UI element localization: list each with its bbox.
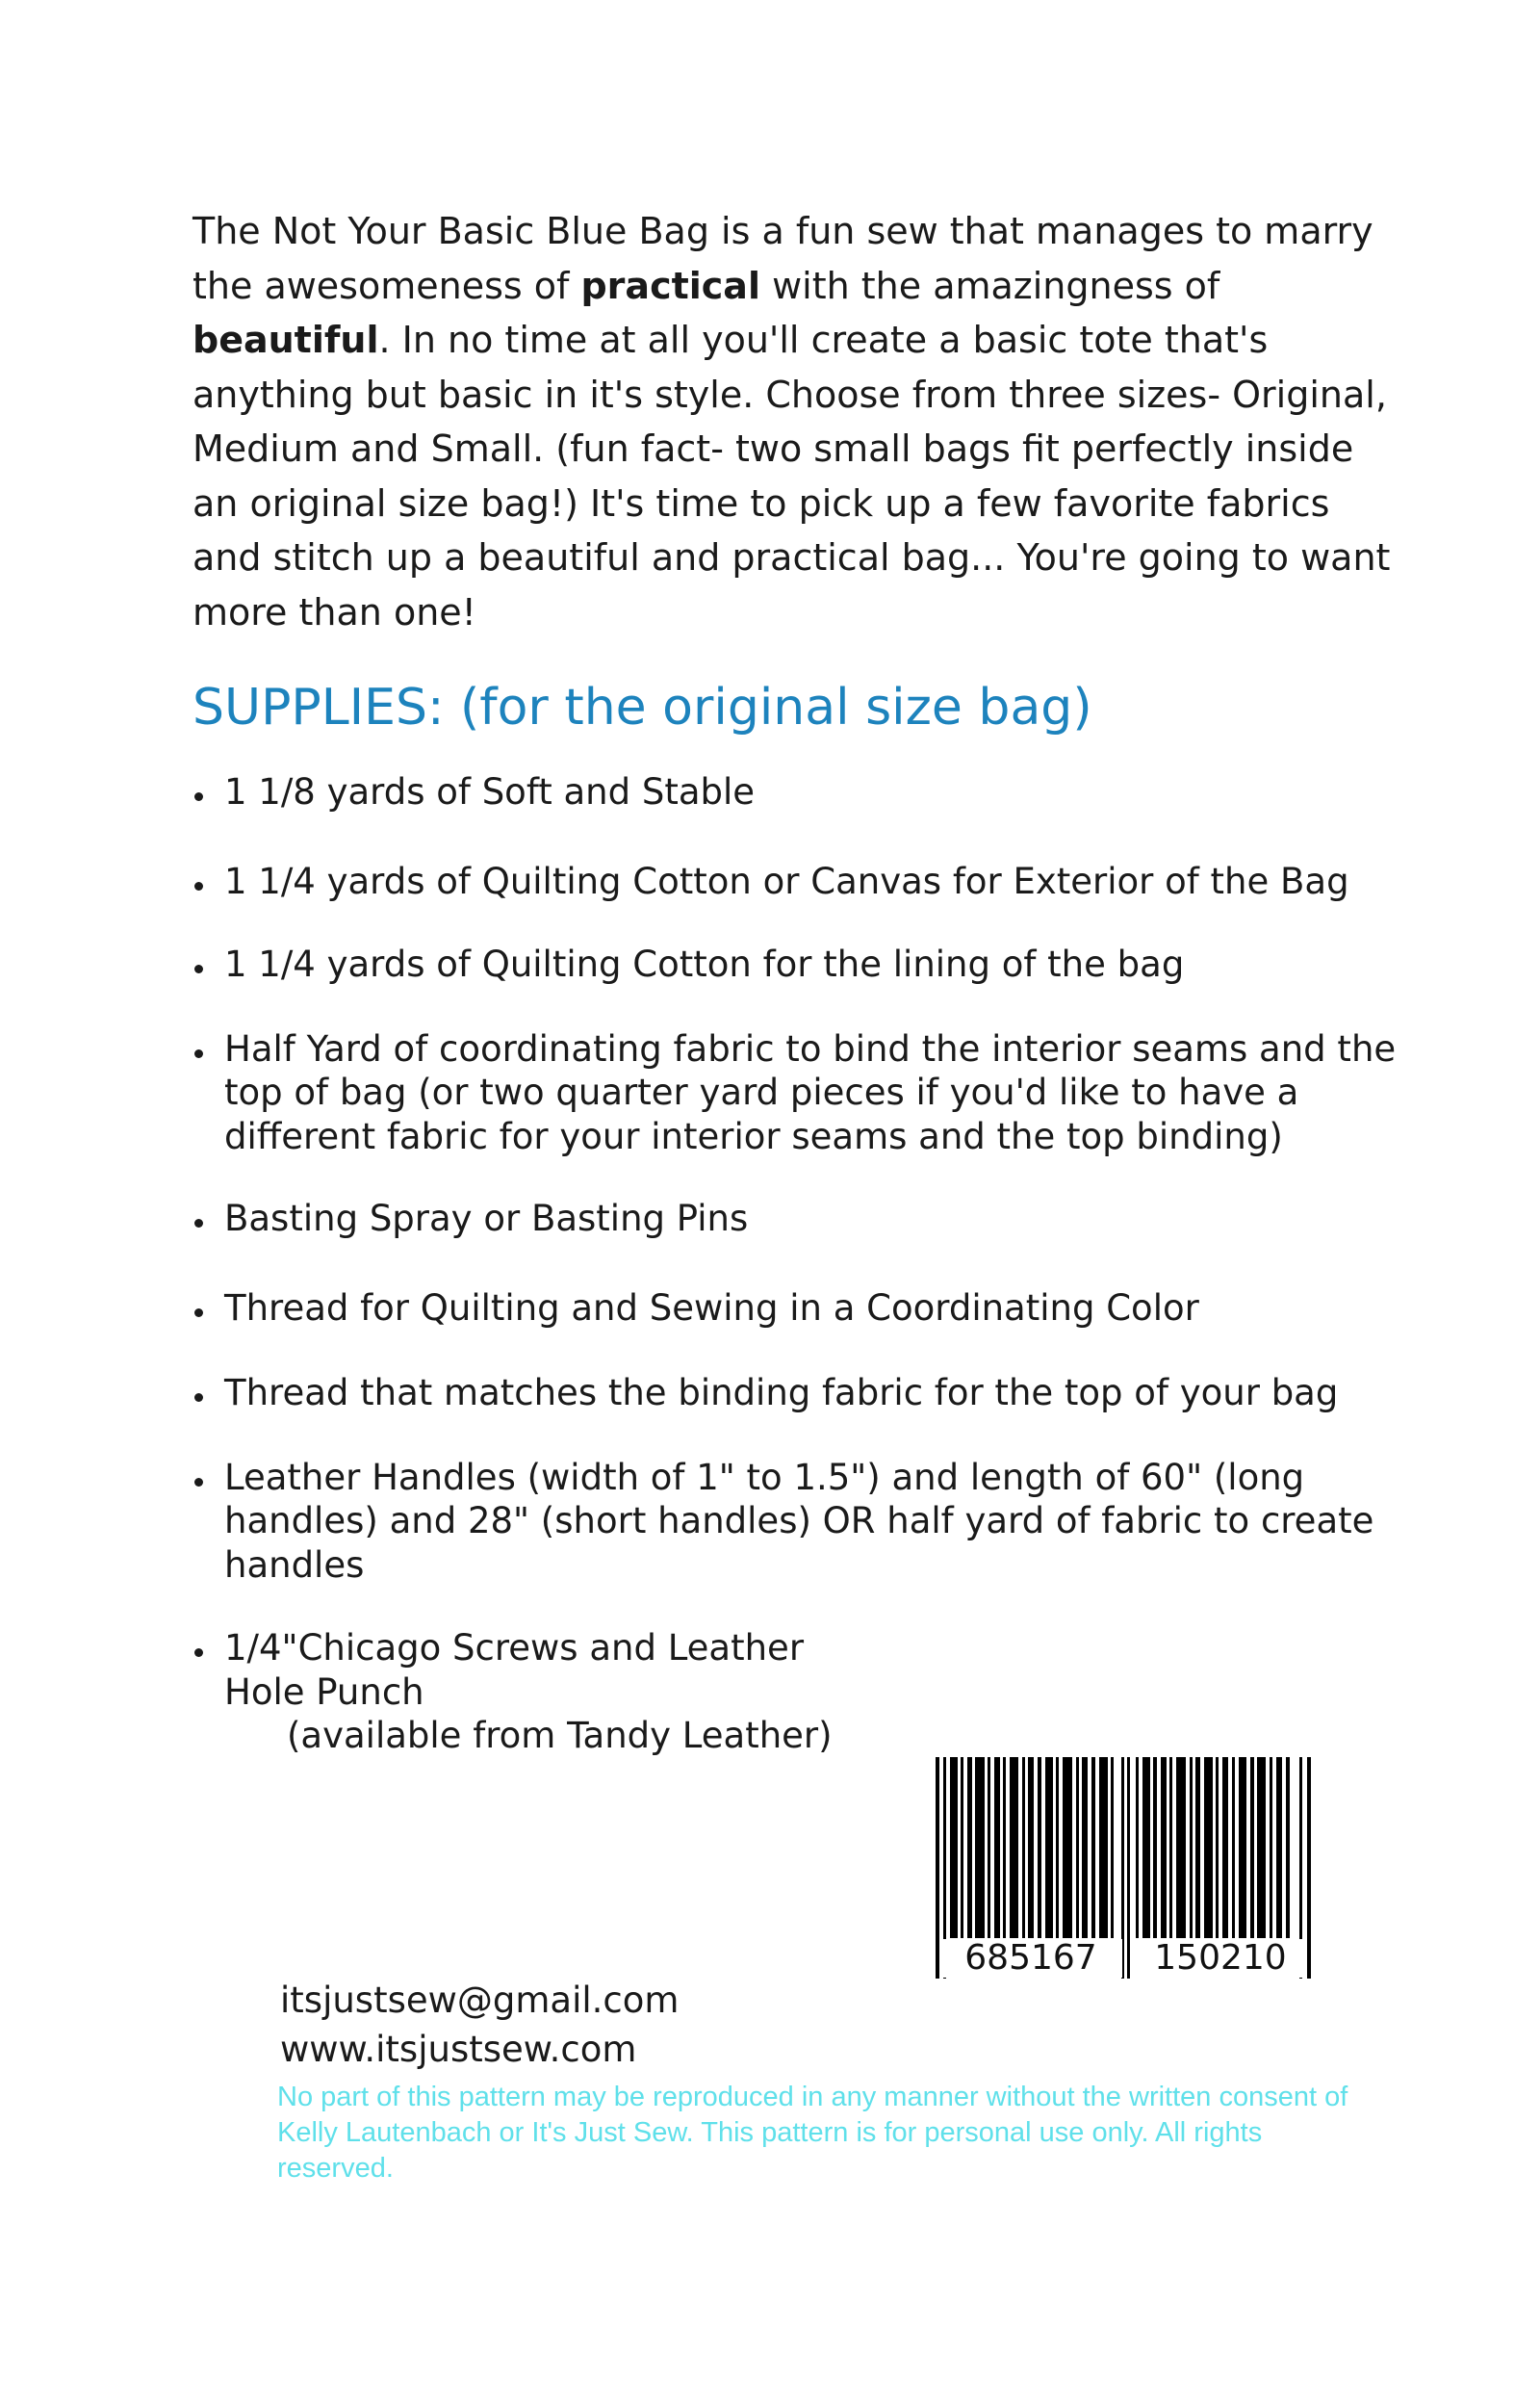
- supply-item-binding-fabric: Half Yard of coordinating fabric to bind the interior seams and the top of bag (or two quarter yard pieces if you'd like to have a different fabric for your interior seams and the top binding): [192, 1027, 1405, 1159]
- supply-item-quilting-thread: Thread for Quilting and Sewing in a Coordinating Color: [192, 1286, 1405, 1331]
- intro-paragraph: [192, 204, 1405, 639]
- contact-info: [280, 1976, 679, 2074]
- supply-item-exterior-fabric: 1 1/4 yards of Quilting Cotton or Canvas for Exterior of the Bag: [192, 860, 1405, 904]
- barcode-left-digits: 685167: [939, 1939, 1122, 1978]
- supply-item-leather-handles: Leather Handles (width of 1" to 1.5") and length of 60" (long handles) and 28" (short handles) OR half yard of fabric to create handles: [192, 1456, 1405, 1588]
- intro-text-1: The Not Your Basic Blue Bag is a fun sew that manages to marry the awesomeness of: [192, 210, 1373, 307]
- barcode: [936, 1757, 1315, 1979]
- supplies-heading: SUPPLIES: (for the original size bag): [192, 679, 1092, 737]
- supply-item-soft-and-stable: 1 1/8 yards of Soft and Stable: [192, 770, 1405, 815]
- supply-item-binding-thread: Thread that matches the binding fabric for the top of your bag: [192, 1371, 1405, 1415]
- intro-bold-practical: practical: [580, 264, 760, 307]
- supply-item-chicago-screws-text: 1/4"Chicago Screws and Leather Hole Punch: [224, 1627, 805, 1713]
- supply-item-note: (available from Tandy Leather): [287, 1715, 833, 1756]
- supply-item-chicago-screws: [192, 1626, 840, 1758]
- supply-item-lining-fabric: 1 1/4 yards of Quilting Cotton for the lining of the bag: [192, 943, 1405, 987]
- intro-bold-beautiful: beautiful: [192, 319, 379, 361]
- contact-email[interactable]: itsjustsew@gmail.com: [280, 1980, 680, 2021]
- barcode-right-digits: 150210: [1134, 1939, 1307, 1978]
- supplies-list: [192, 770, 1405, 1758]
- intro-text-2: with the amazingness of: [759, 264, 1220, 307]
- copyright-notice: No part of this pattern may be reproduced in any manner without the written consent of Kelly Lautenbach or It's Just Sew. This pattern is for personal use only. All rights reserved.: [277, 2082, 1348, 2184]
- contact-website[interactable]: www.itsjustsew.com: [280, 2029, 637, 2070]
- supply-item-basting: Basting Spray or Basting Pins: [192, 1197, 1405, 1241]
- intro-text-3: . In no time at all you'll create a basic tote that's anything but basic in it's style. Choose from three sizes- Original, Medium and Small. (fun fact- two small bags fit perfectly inside an original size bag!) It's time to pick up a few favorite fabrics and stitch up a beautiful and practical bag... You're going to want more than one!: [192, 319, 1391, 634]
